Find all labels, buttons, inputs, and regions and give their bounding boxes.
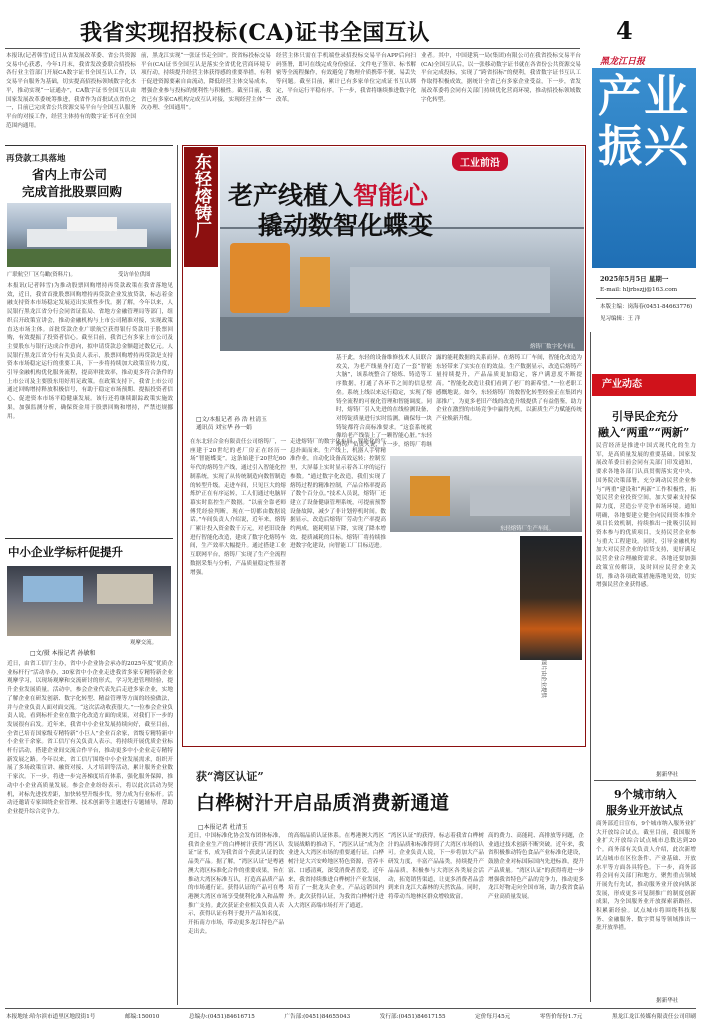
editor-line: 本版主编：岗海春(0451-84663776)	[600, 304, 693, 310]
feature-tag-label: 工业前沿	[460, 158, 500, 169]
sidebar-story2-body: 商务部近日宣布，9个城市纳入服务业扩大开放综合试点。截至目前，我国服务业扩大开放综合试点城市总数达到20个。商务部有关负责人介绍，此次新增试点城市在区位条件、产业基础、开放水平等方面各具特色。下一步，商务部将会同有关部门和地方，聚焦重点领域开展先行先试，推动服务业开放向纵深发展，形成更多可复制推广的制度创新成果，为全国服务业开放探索新路径、积累新经验。试点城市将围绕科技服务、金融服务、数字贸易等领域推出一批开放举措。	[596, 821, 696, 932]
sidebar-story1-title-1: 引导民企充分	[612, 410, 678, 423]
sme-photo-caption: 观摩交流。	[130, 640, 157, 646]
top-story-col-1: 本报讯(记者韩雪)近日从省发展改革委、省公共资源交易中心获悉，今年1月末，我省发改委联合招投标各行业主管部门开展CA数字证书全国互认工作，以交易平台服务为基础，切实提高招投标领域数字化水平，推动实现“一证通办”，CA数字证书全国互认由国家发展改革委统筹推进，我省作为首批试点省份之一，目前已完成省公共资源交易平台与全国互认服务平台的对接工作，经营主体持有的数字证书可在全国范围内通用。	[6, 53, 136, 129]
footer-rule	[5, 1008, 696, 1009]
left-story-kicker: 再贷款工具落地	[6, 154, 66, 164]
feature-photo-2	[390, 456, 582, 532]
sidebar-story1-source: 据新华社	[656, 772, 679, 778]
sidebar-story1-title-2: 融入“两重”“两新”	[598, 426, 690, 439]
art-editor-line: 见习编辑：王 洋	[600, 316, 641, 322]
footer-printer: 黑龙江龙江传媒有限责任公司印刷	[611, 1014, 696, 1020]
feature-col-3: 基于此，东轻的设备维修技术人员联合攻关，为老产线量身打造了一套“智能大脑”，该系统整合了熔炼、铸造等工序数据，打通了各环节之间的信息壁垒。系统上线以来运行稳定，实现了熔铸全流程的可视化管理和智能调度。同时，熔铸厂引入先进的在线检测设备，对铸锭质量进行实时监测，确保每一块铸锭都符合高标准要求。“这套系统就像给老产线装上了一颗智能心脏。”东轻熔铸厂负责人说，下一步，熔铸厂将继	[336, 355, 432, 449]
left-photo-caption: 广联航空厂区鸟瞰(资料片)。	[7, 272, 76, 278]
left-story-rule	[5, 145, 173, 146]
left-story-photo	[7, 203, 171, 267]
sidebar-divider	[594, 780, 696, 781]
bottom-col-3: “湾区认证”的获得，标志着我省白桦树汁的品质和标准得到了大湾区市场的认可。企业负责人说，下一步将加大产品研发力度，丰富产品品类，持续提升产品品质，积极参与大湾区各类展会活动，拓宽销售渠道，让更多消费者品尝到来自龙江大森林的天然饮品。同时，将带动当地林区群众增收致富。	[388, 833, 484, 900]
feature-headline-accent: 智能心	[353, 181, 429, 210]
feature-byline: □文/本报记者 孙 浩 杜清玉 通讯员 刘宝华 孙一娟	[196, 417, 267, 431]
feature-photo1-caption: 熔铸厂数字化车间。	[530, 344, 579, 350]
right-col-divider	[590, 332, 591, 1002]
bottom-story-title: 白桦树汁开启品质消费新通道	[196, 792, 450, 814]
bottom-col-1: 近日，中国标准化协会发布团体标准，我省企业生产的白桦树汁获得“湾区认证”证书，成为我省首个获此认证的饮品类产品。据了解，“湾区认证”是粤港澳大湾区标准化合作的重要成果，旨在推动大湾区标准互认，打造高品质产品的市场通行证。获得认证的产品可在粤港澳大湾区市场享受便利化准入和品牌推广支持。此次获证企业相关负责人表示，获得认证有利于提升产品知名度，开拓南方市场，带动更多龙江特色产品走出去。	[188, 833, 284, 935]
masthead-rule	[596, 298, 696, 299]
top-story-col-3: 经营主体只需在手机端登录招投标交易平台APP后向扫码签署，即可在线完成身份验证、文件电子签章、标书解密等全流程操作，有效避免了物理介质携带不便、易丢失等问题。截至目前，累计已有多家单位完成证书互认绑定，平台运行平稳有序。下一步，我省将继续推进数字化改革。	[276, 53, 416, 103]
feature-tag	[452, 152, 508, 171]
feature-headline-2: 撬动数智化蝶变	[258, 211, 434, 240]
footer-postcode: 邮编:150010	[124, 1014, 160, 1020]
sidebar-banner	[592, 374, 696, 396]
feature-col-2: 走进熔铸厂的数字化车间，智能化的气息扑面而来。生产线上，机器人手臂精准作业，自动化设备高效运转；控制室里，大屏幕上实时显示着各工序的运行参数。“通过数字化改造，我们实现了熔铸过程的精准控制，产品合格率提高了数个百分点。”技术人员说，熔铸厂还建立了设备健康管理系统，可提前预警设备故障，减少了非计划停机时间。数据显示，改造后熔铸厂劳动生产率提高约两成，能耗明显下降，实现了降本增效、提质减耗的目标。熔铸厂将持续推进数字化建设，向智能工厂目标迈进。	[290, 439, 386, 550]
feature-headline-part1: 老产线植入	[228, 181, 354, 210]
feature-photo-3	[520, 536, 582, 660]
section-title: 产业振兴	[598, 71, 690, 172]
paper-name: 黑龙江日报	[600, 57, 646, 67]
top-story-title: 我省实现招投标(CA)证书全国互认	[80, 20, 430, 46]
footer-distribution: 发行部:(0451)84617155	[379, 1014, 446, 1020]
bottom-col-4: 高的费力、高能耗、高排放等问题，企业通过技术创新不断突破。近年来，我省积极推动特色食品产业标准化建设，鼓励企业对标国际国内先进标准，提升产品质量。“湾区认证”的获得将进一步增强我省特色产品的竞争力，推动更多龙江好物走向全国市场，助力我省食品产业高质量发展。	[488, 833, 584, 900]
contact-email: E-mail: hljrbszjj@163.com	[600, 287, 678, 293]
feature-col-4: 露的能耗数据的关系而异。在熔铸工厂车间，智能化改造为东轻带来了实实在在的效益。生产数据显示，改造后熔铸产量持续提升，产品品质更加稳定，客户满意度不断提高。“智能化改造让我们看到了老厂的新希望。”一位老职工感慨地说。如今，东轻熔铸厂的数智化转型经验正在集团内部推广，为更多老旧产线的改造升级提供了有益借鉴，助力企业在激烈的市场竞争中赢得先机，以新质生产力赋能传统产业焕新升级。	[436, 355, 582, 422]
footer-retail: 零售价每份1.7元	[539, 1014, 583, 1020]
top-rule	[5, 48, 580, 49]
sidebar-banner-label: 产业动态	[602, 379, 642, 390]
issue-date: 2025年5月5日 星期一	[600, 275, 669, 283]
page-number: 4	[616, 16, 633, 45]
footer-ads: 广告部:(0451)84655043	[284, 1014, 351, 1020]
footer	[6, 1012, 696, 1020]
sme-story-rule	[5, 538, 173, 539]
footer-price: 定价每月45元	[475, 1014, 511, 1020]
sidebar-story2-source: 据新华社	[656, 998, 679, 1004]
section-title-block	[592, 68, 696, 268]
sidebar-story2-title-1: 9个城市纳入	[614, 788, 677, 801]
bottom-byline: □本报记者 杜清玉	[198, 824, 248, 831]
sidebar-story1-body: 民营经济是推进中国式现代化的生力军，是高质量发展的重要基础。国家发展改革委日前会同有关部门印发通知，要求各地各部门认真贯彻落实党中央、国务院决策部署，充分调动民营企业参与“两重”建设和“两新”工作积极性，拓宽民营企业投资空间，加大要素支持保障力度，营造公平竞争市场环境。通知明确，各地要建立健全向民间资本推介项目长效机制，持续推出一批吸引民间资本参与的优质项目，支持民营企业参与重大工程建设。同时，引导金融机构加大对民营企业的信贷支持，更好满足民营企业合理融资需求。各地还要加强政策宣传解读，及时回应民营企业关切，推动各项政策措施落地见效，切实增强民营企业获得感。	[596, 443, 696, 589]
left-story-body: 本报讯(记者韩雪)为推动股票回购增持再贷款政策在我省落地见效，近日，我省首批股票回购增持再贷款企业发放贷款，标志着金融支持资本市场稳定发展迈出实质性步伐。据了解，今年以来，人民银行黑龙江省分行会同省证监局、省地方金融管理局等部门，组织召开政策宣讲会，推动金融机构与上市公司精准对接，实现政策直达市场主体。首批贷款企业广联航空获得银行贷款用于股票回购，有效提振了投资者信心。截至目前，我省已有多家上市公司及主要股东与银行达成合作意向，拟申请贷款总金额超过数亿元。人民银行黑龙江省分行有关负责人表示，股票回购增持再贷款是支持资本市场稳定运行的重要工具，下一步将持续加大政策宣传力度，引导金融机构优化服务流程，提高审批效率，推动更多符合条件的上市公司及主要股东用好用足政策。在政策支持下，我省上市公司通过回购增持释放积极信号，有助于稳定市场预期、提振投资者信心、促进资本市场平稳健康发展。该行还将继续跟踪政策实施效果，加强监测分析，确保资金用于股票回购和增持，严禁违规挪用。	[7, 283, 173, 420]
footer-address: 本报地址:哈尔滨市道里区地段街1号	[6, 1014, 96, 1020]
sme-story-title: 中小企业学标杆促提升	[8, 545, 123, 559]
sme-story-photo	[7, 566, 171, 636]
footer-office: 总编办:(0451)84616715	[189, 1014, 255, 1020]
feature-photo2-caption: 东轻熔铸厂生产车间。	[500, 526, 554, 532]
sidebar-story2-title-2: 服务业开放试点	[606, 804, 683, 817]
left-col-divider	[177, 145, 178, 1005]
left-photo-credit: 受访单位供图	[118, 272, 151, 278]
bottom-story-kicker: 获“湾区认证”	[196, 770, 264, 783]
top-story-col-4: 业者。其中，中国建筑一局(集团)有限公司在我省投标交易平台(CA)全国互认后，以一张移动数字证书就在各省份公共资源交易平台完成投标，实现了“跨省招标”的便利，我省数字证书互认工作取得积极成效，据统计全省已有多家企业受益，下一步，省发展改革委将会同有关部门持续优化营商环境，推动招投标领域数字化转型。	[421, 53, 581, 103]
sme-story-body: 近日，由省工信厅主办，省中小企业协会承办的2025年度“优质企业标杆行”活动举办，30家省中小企业走进我省多家专精特新企业观摩学习，以现场观摩和交流研讨的形式，学习先进管理经验，提升企业发展质量。活动中，参会企业代表先后走进多家企业，实地了解企业在研发创新、数字化转型、精益管理等方面的经验做法，并与企业负责人面对面交流。“这次活动收获很大。”一位参会企业负责人说，看到标杆企业在数字化改造方面的成果，对我们下一步的发展很有启发。近年来，我省中小企业发展持续向好，截至目前，全省已培育国家级专精特新“小巨人”企业百余家，省级专精特新中小企业千余家。省工信厅有关负责人表示，将持续开展优质企业标杆行活动，搭建企业间交流合作平台，推动更多中小企业走专精特新发展之路。今年以来，省工信厅围绕中小企业发展需求，组织开展了多场政策宣讲、融资对接、人才培训等活动，累计服务企业数千家次。下一步，将进一步完善梯度培育体系，强化服务保障，推动中小企业高质量发展。参会企业纷纷表示，将以此次活动为契机，对标先进找差距，加快转型升级步伐，努力成为行业标杆。活动还邀请专家围绕企业管理、技术创新等主题进行专题辅导，帮助企业提升综合竞争力。	[7, 661, 173, 815]
feature-photo3-caption: 图片由企业提供	[540, 660, 546, 698]
left-story-title-2: 完成首批股票回购	[22, 184, 123, 199]
sme-byline: □文/摄 本报记者 孙敏和	[30, 650, 96, 657]
feature-vertical-label: 东轻熔铸厂	[184, 147, 218, 267]
top-story-col-2: 前，黑龙江实现“一张证书走全国”。资省标投标交易平台(CA)证书全国互认是落实全省优化营商环境专项行动，持续提升经营主体获得感的重要举措，有利于促进资源要素自由流动，降低经营主体交易成本，增强企业参与投标的便利性与积极性。截至目前，我省已有多家CA机构完成互认对接，实现经营主体“一次办理、全国通用”。	[141, 53, 271, 112]
left-story-title-1: 省内上市公司	[32, 167, 108, 182]
feature-col-1: 在东北轻合金有限责任公司熔铸厂，一座建于20世纪的老厂房正在经历一场“智能蝶变”。这条始建于20世纪60年代的熔铸生产线，通过引入智能化控制系统，实现了从传统制造向数智制造的转型升级。走进车间，只见巨大的熔炼炉正在有序运转，工人们通过电脑屏幕实时监控生产数据。“以前全靠老师傅凭经验判断，现在一切都由数据说话。”车间负责人介绍说，近年来，熔铸厂累计投入资金数千万元，对老旧设备进行智能化改造，建成了数字化熔铸车间，生产效率大幅提升。通过搭建工业互联网平台，熔铸厂实现了生产全流程数据采集与分析，产品质量稳定性显著增强。	[190, 439, 286, 576]
bottom-col-2: 的高端品质认证体系。在粤港澳大湾区发展战略的推动下，“湾区认证”成为企业进入大湾区市场的重要通行证。白桦树汁是大兴安岭地区特色资源，营养丰富、口感清爽，深受消费者喜爱。近年来，我省持续推进白桦树汁产业发展，培育了一批龙头企业，产品远销国内外。此次获得认证，为我省白桦树汁进入大湾区高端市场打开了通道。	[288, 833, 384, 909]
